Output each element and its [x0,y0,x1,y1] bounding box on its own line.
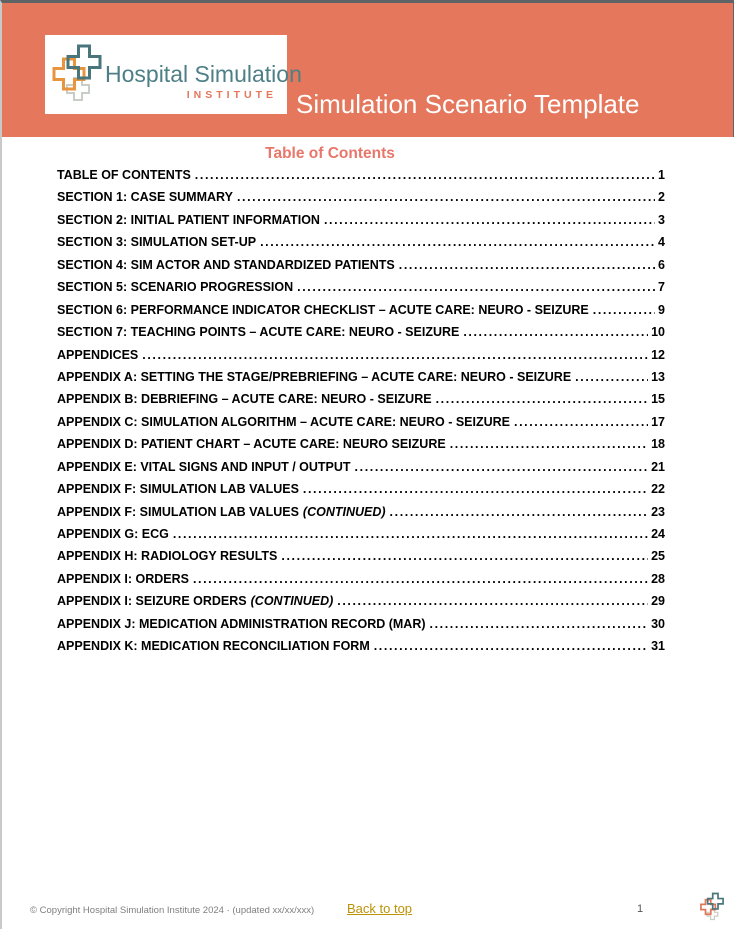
toc-leader-dots [173,523,648,545]
toc-entry[interactable] [57,411,665,433]
toc-leader-dots [324,209,655,231]
toc-entry-label: APPENDIX J: MEDICATION ADMINISTRATION RECORD (MAR) [57,616,426,631]
toc-leader-dots [514,411,648,433]
toc-leader-dots [374,635,648,657]
toc-entry-page: 13 [651,369,665,384]
toc-entry[interactable] [57,321,665,343]
toc-leader-dots [593,299,655,321]
toc-leader-dots [297,276,655,298]
footer-double-cross-logo-icon [699,891,725,923]
toc-leader-dots [436,388,649,410]
double-cross-logo-icon [50,41,104,107]
toc-entry-label: APPENDIX D: PATIENT CHART – ACUTE CARE: NEURO SEIZURE [57,437,446,452]
logo-name: Hospital Simulation [105,61,302,87]
logo-subtitle: INSTITUTE [186,89,277,101]
toc-entry[interactable] [57,299,665,321]
toc-entry-page: 28 [651,571,665,586]
document-header [0,3,734,137]
toc-entry-label: SECTION 3: SIMULATION SET-UP [57,235,257,250]
toc-entry-page: 2 [658,190,665,205]
toc-entry[interactable] [57,456,665,478]
toc-entry-label: APPENDIX I: SEIZURE ORDERS [57,594,247,609]
toc-entry-suffix: (CONTINUED) [302,504,386,519]
toc-entry-page: 10 [651,325,665,340]
toc-entry-label: APPENDIX I: ORDERS [57,571,189,586]
toc-entry-page: 17 [651,414,665,429]
toc-entry-label: TABLE OF CONTENTS [57,168,191,182]
toc-leader-dots [355,456,649,478]
toc-entry-label: APPENDIX B: DEBRIEFING – ACUTE CARE: NEURO - SEIZURE [57,392,432,407]
toc-entry[interactable] [57,501,665,523]
toc-list [57,164,665,658]
toc-leader-dots [337,590,648,612]
toc-leader-dots [450,433,648,455]
footer-page-number: 1 [636,903,644,915]
toc-entry-label: APPENDIX K: MEDICATION RECONCILIATION FORM [57,639,370,654]
toc-entry-page: 1 [658,168,665,182]
toc-entry-label: APPENDIX C: SIMULATION ALGORITHM – ACUTE CARE: NEURO - SEIZURE [57,414,511,429]
toc-entry-page: 29 [651,594,665,609]
toc-entry-page: 7 [658,280,665,295]
toc-entry[interactable] [57,635,665,657]
logo-text [105,35,302,114]
back-to-top-link[interactable]: Back to top [347,901,413,916]
toc-entry[interactable] [57,523,665,545]
footer-copyright: © Copyright Hospital Simulation Institute 2024 · (updated xx/xx/xxx) [30,905,315,916]
toc-entry[interactable] [57,366,665,388]
toc-entry[interactable] [57,254,665,276]
toc-entry[interactable] [57,344,665,366]
toc-entry-page: 12 [651,347,665,362]
toc-leader-dots [463,321,648,343]
toc-entry-label: APPENDIX F: SIMULATION LAB VALUES [57,504,299,519]
toc-entry[interactable] [57,613,665,635]
toc-leader-dots [390,501,649,523]
toc-entry-label: APPENDIX E: VITAL SIGNS AND INPUT / OUTPUT [57,459,351,474]
toc-entry-page: 22 [651,482,665,497]
toc-entry-label: APPENDIX A: SETTING THE STAGE/PREBRIEFING – ACUTE CARE: NEURO - SEIZURE [57,369,572,384]
toc-entry-label: SECTION 6: PERFORMANCE INDICATOR CHECKLIST – ACUTE CARE: NEURO - SEIZURE [57,302,589,317]
toc-entry[interactable] [57,433,665,455]
toc-entry-page: 9 [658,302,665,317]
toc-entry-page: 18 [651,437,665,452]
toc-entry-page: 3 [658,212,665,227]
toc-leader-dots [399,254,655,276]
toc-leader-dots [193,568,648,590]
toc-entry-label: SECTION 5: SCENARIO PROGRESSION [57,280,294,295]
toc-entry[interactable] [57,568,665,590]
toc-leader-dots [237,186,655,208]
toc-entry-label: APPENDIX H: RADIOLOGY RESULTS [57,549,278,564]
toc-leader-dots [430,613,649,635]
toc-leader-dots [142,344,648,366]
toc-entry-label: APPENDIX F: SIMULATION LAB VALUES [57,482,299,497]
toc-entry[interactable] [57,209,665,231]
toc-entry-label: SECTION 4: SIM ACTOR AND STANDARDIZED PATIENTS [57,257,395,272]
toc-entry[interactable] [57,590,665,612]
toc-entry[interactable] [57,545,665,567]
toc-entry-label: SECTION 2: INITIAL PATIENT INFORMATION [57,212,320,227]
toc-entry-page: 15 [651,392,665,407]
toc-entry-page: 30 [651,616,665,631]
toc-entry-page: 24 [651,527,665,541]
document-title: Simulation Scenario Template [296,89,640,119]
toc-entry[interactable] [57,276,665,298]
toc-entry[interactable] [57,478,665,500]
toc-entry-page: 21 [651,459,665,474]
toc-entry-suffix: (CONTINUED) [250,594,334,609]
toc-entry-label: APPENDIX G: ECG [57,527,169,541]
toc-entry[interactable] [57,231,665,253]
toc-entry-label: APPENDICES [57,347,139,362]
toc-entry-page: 6 [658,257,665,272]
toc-entry[interactable] [57,186,665,208]
toc-leader-dots [195,164,655,186]
toc-leader-dots [260,231,655,253]
toc-entry-label: SECTION 7: TEACHING POINTS – ACUTE CARE: NEURO - SEIZURE [57,325,460,340]
toc-entry[interactable] [57,164,665,186]
hospital-simulation-logo [45,35,302,114]
toc-entry-label: SECTION 1: CASE SUMMARY [57,190,233,205]
toc-entry-page: 25 [651,549,665,564]
toc-entry-page: 31 [651,639,665,654]
toc-heading: Table of Contents [265,145,395,162]
toc-entry[interactable] [57,388,665,410]
toc-leader-dots [303,478,648,500]
toc-entry-page: 23 [651,504,665,519]
toc-leader-dots [281,545,648,567]
toc-leader-dots [575,366,648,388]
toc-entry-page: 4 [658,235,665,250]
